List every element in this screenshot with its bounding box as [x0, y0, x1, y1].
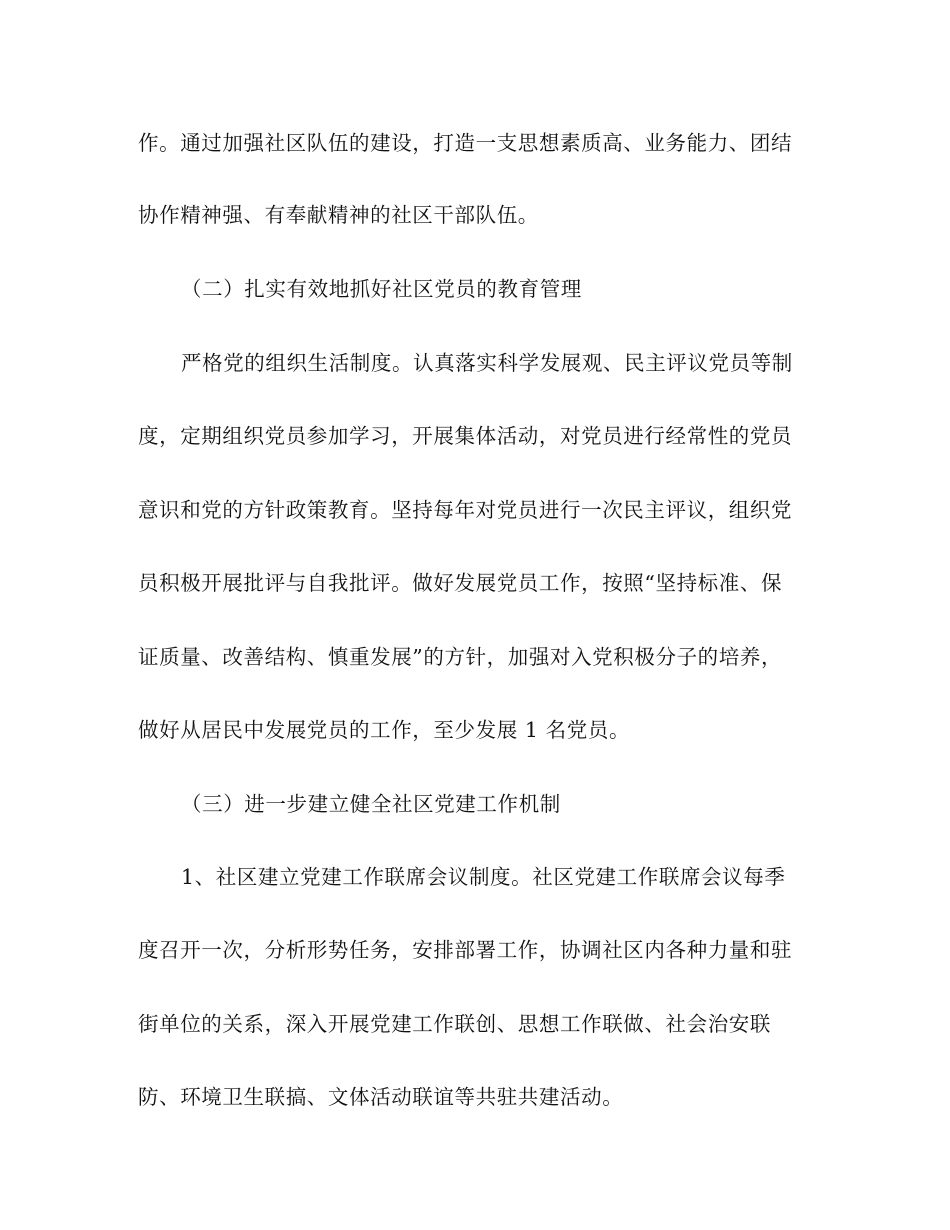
- paragraph-line: 严格党的组织生活制度。认真落实科学发展观、民主评议党员等制: [181, 351, 793, 375]
- paragraph-line: 度召开一次，分析形势任务，安排部署工作，协调社区内各种力量和驻: [138, 938, 793, 962]
- paragraph-line: 防、环境卫生联搞、文体活动联谊等共驻共建活动。: [138, 1085, 624, 1109]
- paragraph-line: 员积极开展批评与自我批评。做好发展党员工作，按照“坚持标准、保: [138, 571, 783, 595]
- paragraph-line: 街单位的关系，深入开展党建工作联创、思想工作联做、社会治安联: [138, 1012, 771, 1036]
- paragraph-line: 度，定期组织党员参加学习，开展集体活动，对党员进行经常性的党员: [138, 424, 793, 448]
- paragraph-line: 做好从居民中发展党员的工作，至少发展 1 名党员。: [138, 718, 631, 742]
- section-heading: （二）扎实有效地抓好社区党员的教育管理: [181, 277, 582, 301]
- paragraph-line: 证质量、改善结构、慎重发展”的方针，加强对入党积极分子的培养，: [138, 645, 783, 669]
- paragraph-line: 作。通过加强社区队伍的建设，打造一支思想素质高、业务能力、团结: [138, 131, 793, 155]
- paragraph-line: 意识和党的方针政策教育。坚持每年对党员进行一次民主评议，组织党: [138, 498, 793, 522]
- section-heading: （三）进一步建立健全社区党建工作机制: [181, 792, 561, 816]
- paragraph-line: 协作精神强、有奉献精神的社区干部队伍。: [138, 203, 539, 227]
- paragraph-line: 1、社区建立党建工作联席会议制度。社区党建工作联席会议每季: [181, 865, 786, 889]
